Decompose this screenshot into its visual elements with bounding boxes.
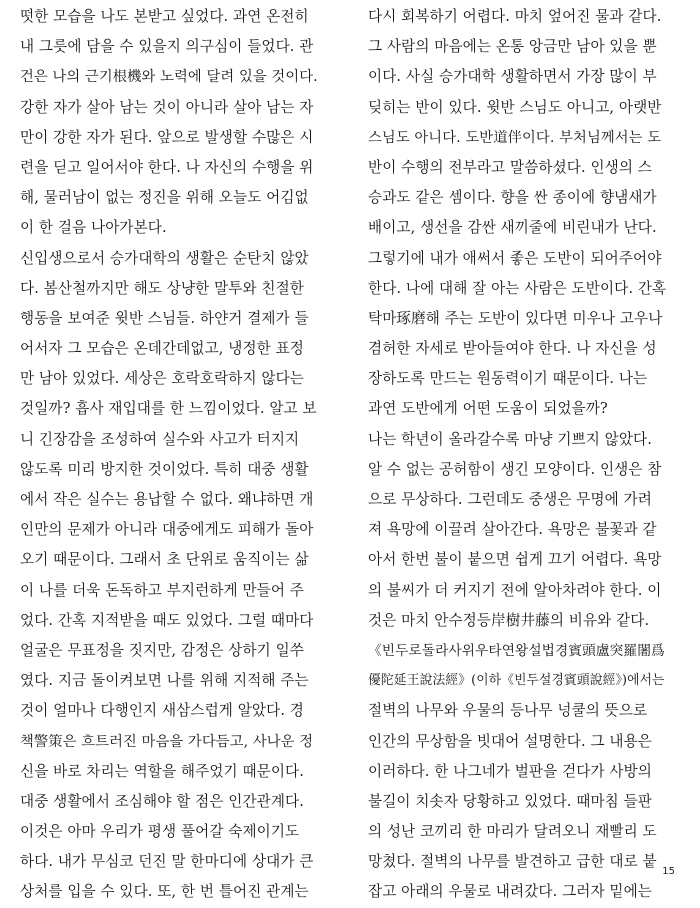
text-line: 딪히는 반이 있다. 윗반 스님도 아니고, 아랫반	[368, 98, 662, 116]
text-line: 겸허한 자세로 받아들여야 한다. 나 자신을 성	[368, 340, 657, 358]
text-line: 어서자 그 모습은 온데간데없고, 냉정한 표정	[20, 340, 304, 358]
text-line: 스님도 아니다. 도반道伴이다. 부처님께서는 도	[368, 129, 662, 146]
text-line: 련을 딛고 일어서야 한다. 나 자신의 수행을 위	[20, 158, 314, 176]
text-line: 것은 마치 안수정등岸樹井藤의 비유와 같다.	[368, 611, 650, 629]
text-line: 인만의 문제가 아니라 대중에게도 피해가 돌아	[20, 521, 314, 539]
text-line: 한다. 나에 대해 잘 아는 사람은 도반이다. 간혹	[368, 279, 666, 297]
text-line: 이러하다. 한 나그네가 벌판을 걷다가 사방의	[368, 762, 652, 780]
right-text-column	[368, 2, 666, 908]
text-line: 오기 때문이다. 그래서 초 단위로 움직이는 삶	[20, 551, 309, 569]
text-line: 것이 얼마나 다행인지 새삼스럽게 알았다. 경	[20, 702, 304, 720]
text-line: 잡고 아래의 우물로 내려갔다. 그러자 밑에는	[368, 883, 652, 901]
text-line: 것일까? 흡사 재입대를 한 느낌이었다. 알고 보	[20, 400, 317, 418]
text-line: 였다. 지금 돌이켜보면 나를 위해 지적해 주는	[20, 672, 309, 690]
text-line: 져 욕망에 이끌려 살아간다. 욕망은 불꽃과 같	[368, 521, 657, 539]
left-text-column	[20, 2, 318, 908]
text-line: 망쳤다. 절벽의 나무를 발견하고 급한 대로 붙	[368, 853, 657, 871]
text-line: 었다. 간혹 지적받을 때도 있었다. 그럴 때마다	[20, 611, 314, 629]
text-line: 탁마琢磨해 주는 도반이 있다면 미우나 고우나	[368, 309, 663, 327]
text-line: 책警策은 흐트러진 마음을 가다듬고, 사나운 정	[20, 733, 314, 750]
text-line: 행동을 보여준 윗반 스님들. 하얀거 결제가 들	[20, 309, 309, 327]
text-line: 불길이 치솟자 당황하고 있었다. 때마침 들판	[368, 792, 652, 810]
text-line: 니 긴장감을 조성하여 실수와 사고가 터지지	[20, 430, 300, 448]
text-line: 에서 작은 실수는 용납할 수 없다. 왜냐하면 개	[20, 491, 314, 508]
text-line: 《빈두로돌라사위우타연왕설법경賓頭盧突羅闍爲	[368, 642, 665, 659]
text-line: 다. 봄산철까지만 해도 상냥한 말투와 친절한	[20, 279, 304, 297]
text-line: 인간의 무상함을 빗대어 설명한다. 그 내용은	[368, 732, 652, 750]
text-line: 강한 자가 살아 남는 것이 아니라 살아 남는 자	[20, 98, 314, 116]
text-line: 내 그릇에 담을 수 있을지 의구심이 들었다. 관	[20, 38, 314, 56]
text-line: 으로 무상하다. 그런데도 중생은 무명에 가려	[368, 491, 652, 508]
text-line: 건은 나의 근기根機와 노력에 달려 있을 것이다.	[20, 69, 318, 86]
page-number: 15	[662, 866, 675, 877]
text-line: 만 남아 있었다. 세상은 호락호락하지 않다는	[20, 370, 304, 388]
text-line: 신입생으로서 승가대학의 생활은 순탄치 않았	[20, 249, 309, 267]
text-line: 이것은 아마 우리가 평생 풀어갈 숙제이기도	[20, 823, 300, 841]
text-line: 상처를 입을 수 있다. 또, 한 번 틀어진 관계는	[20, 883, 309, 901]
text-line: 알 수 없는 공허함이 생긴 모양이다. 인생은 참	[368, 460, 662, 478]
text-line: 이다. 사실 승가대학 생활하면서 가장 많이 부	[368, 68, 657, 86]
text-line: 장하도록 만드는 원동력이기 때문이다. 나는	[368, 370, 648, 388]
text-line: 나는 학년이 올라갈수록 마냥 기쁘지 않았다.	[368, 430, 652, 448]
text-line: 아서 한번 불이 붙으면 쉽게 끄기 어렵다. 욕망	[368, 551, 662, 569]
text-line: 다시 회복하기 어렵다. 마치 엎어진 물과 같다.	[368, 8, 662, 25]
text-line: 반이 수행의 전부라고 말씀하셨다. 인생의 스	[368, 158, 652, 176]
text-line: 절벽의 나무와 우물의 등나무 넝쿨의 뜻으로	[368, 702, 648, 720]
text-line: 하다. 내가 무심코 던진 말 한마디에 상대가 큰	[20, 853, 314, 871]
text-line: 의 성난 코끼리 한 마리가 달려오니 재빨리 도	[368, 823, 657, 841]
text-line: 떳한 모습을 나도 본받고 싶었다. 과연 온전히	[20, 8, 309, 25]
text-line: 과연 도반에게 어떤 도움이 되었을까?	[368, 400, 608, 418]
text-line: 이 나를 더욱 돈독하고 부지런하게 만들어 주	[20, 581, 304, 599]
text-line: 승과도 같은 셈이다. 향을 싼 종이에 향냄새가	[368, 189, 657, 207]
text-line: 의 불씨가 더 커지기 전에 알아차려야 한다. 이	[368, 581, 662, 599]
text-line: 해, 물러남이 없는 정진을 위해 오늘도 어김없	[20, 189, 309, 207]
text-line: 배이고, 생선을 감싼 새끼줄에 비린내가 난다.	[368, 219, 657, 237]
text-line: 않도록 미리 방지한 것이었다. 특히 대중 생활	[20, 460, 309, 478]
text-line: 이 한 걸음 나아가본다.	[20, 219, 167, 237]
text-line: 대중 생활에서 조심해야 할 점은 인간관계다.	[20, 792, 304, 810]
text-line: 신을 바로 차리는 역할을 해주었기 때문이다.	[20, 762, 304, 780]
text-line: 優陀延王說法經》(이하《빈두설경賓頭說經》)에서는	[368, 673, 665, 689]
text-line: 만이 강한 자가 된다. 앞으로 발생할 수많은 시	[20, 128, 314, 146]
text-line: 얼굴은 무표정을 짓지만, 감정은 상하기 일쑤	[20, 641, 304, 659]
text-line: 그렇기에 내가 애써서 좋은 도반이 되어주어야	[368, 249, 662, 267]
text-line: 그 사람의 마음에는 온통 앙금만 남아 있을 뿐	[368, 38, 657, 56]
